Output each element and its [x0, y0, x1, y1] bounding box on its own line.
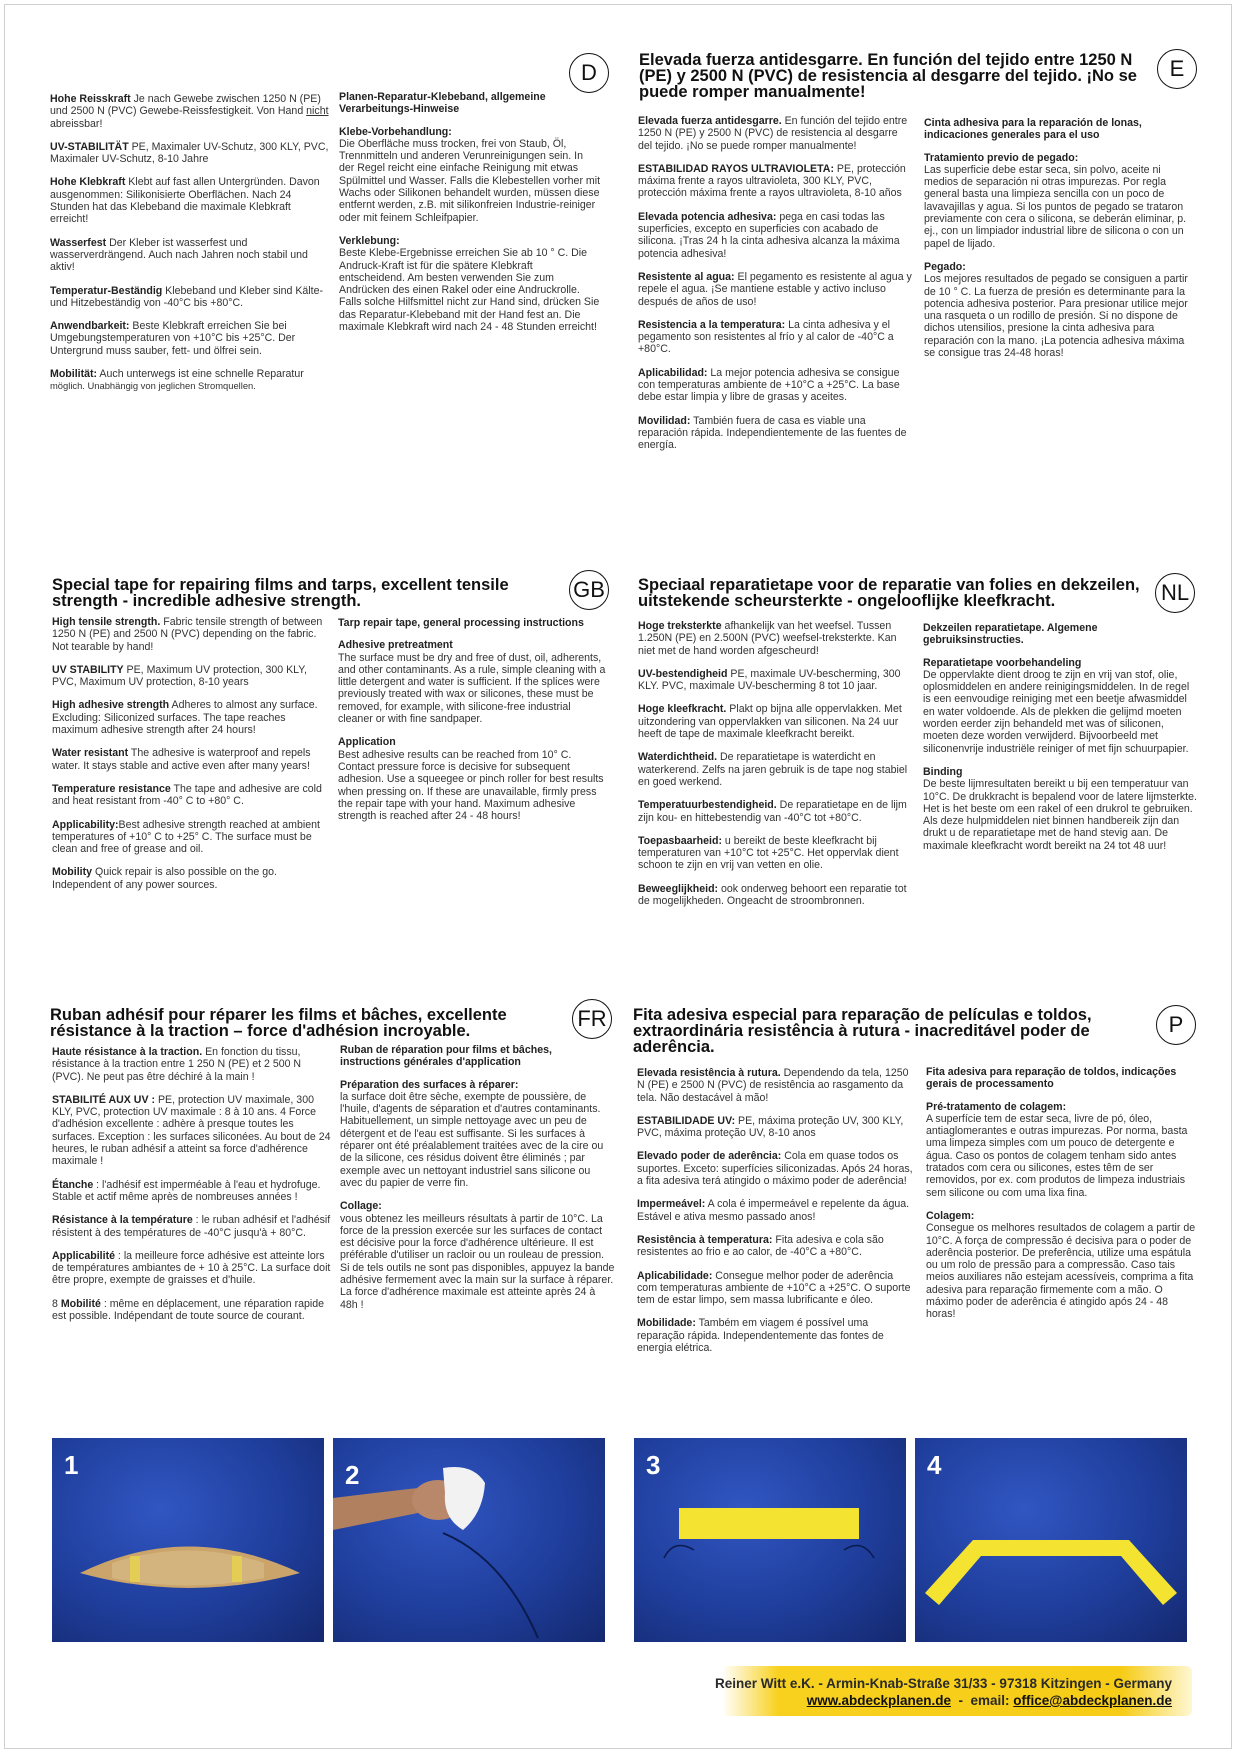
contact-line — [807, 1693, 1172, 1708]
feature-text: Klebt auf fast allen Untergründen. Davon ausgenommen: Silikonisierte Oberflächen. Nach 24 Stunden hat das Klebeband die maximale Klebkraft erreicht! — [50, 176, 320, 226]
feature-heading: Hoge treksterkte — [638, 620, 722, 632]
feature-text: Fabric tensile strength of between 1250 N (PE) and 2500 N (PVC) depending on the fabric. Not tearable by hand! — [52, 616, 323, 653]
feature-text: PE, protección máxima frente a rayos ultravioleta, 300 KLY, PVC, protección máxima frente a rayos ultravioleta, 8-10 años — [638, 162, 906, 200]
pt-instructions — [926, 1066, 1198, 1332]
step-number: 3 — [646, 1450, 661, 1480]
feature-paragraph — [637, 1234, 915, 1259]
feature-text: La mejor potencia adhesiva se consigue con temperaturas ambiente de +10°C a +25°C. La base debe estar limpia y libre de grasas y aceites. — [638, 366, 900, 404]
de-instructions — [339, 91, 601, 344]
feature-paragraph — [638, 883, 913, 908]
feature-paragraph — [50, 93, 332, 130]
feature-paragraph — [637, 1317, 915, 1354]
feature-heading: Anwendbarkeit: — [50, 320, 130, 333]
instruction-heading: Application — [338, 736, 396, 749]
language-badge-de: D — [569, 53, 609, 93]
fr-features — [52, 1046, 332, 1333]
instruction-heading: Verklebung: — [339, 234, 400, 247]
instruction-heading: Adhesive pretreatment — [338, 639, 453, 652]
feature-heading: ESTABILIDAD RAYOS ULTRAVIOLETA: — [638, 162, 834, 175]
feature-heading: Aplicabilidad: — [638, 366, 708, 379]
feature-heading: Elevada fuerza antidesgarre. — [638, 115, 782, 127]
feature-text: Consegue melhor poder de aderência com temperaturas ambiente de +10°C a +25°C. O suporte tem de estar limpo, sem massa lubrificante e óleo. — [637, 1269, 911, 1307]
feature-text: Der Kleber ist wasserfest und wasserverdrängend. Auch nach Jahren noch stabil und aktiv! — [50, 236, 308, 274]
feature-text: Quick repair is also possible on the go. Independent of any power sources. — [52, 866, 277, 891]
es-features — [638, 115, 913, 463]
feature-prefix: 8 — [52, 1297, 61, 1310]
feature-text: : l'adhésif est imperméable à l'eau et hydrofuge. Stable et actif même après de nombreuses années ! — [52, 1178, 321, 1203]
feature-text-end: abreissbar! — [50, 117, 103, 130]
feature-heading: Water resistant — [52, 747, 129, 760]
feature-text: Cola em quase todos os suportes. Exceto: superfícies siliconizadas. Após 24 horas, a fita adesiva terá atingido o máximo poder de aderência! — [637, 1150, 913, 1188]
feature-text: Também em viagem é possível uma reparação rápida. Independentemente das fontes de energia elétrica. — [637, 1317, 884, 1355]
feature-text: En función del tejido entre 1250 N (PE) y 2500 N (PVC) de resistencia al desgarre del tejido. ¡No se puede romper manualmente! — [638, 115, 908, 152]
feature-paragraph — [638, 799, 913, 824]
feature-text: A cola é impermeável e repelente da água. Estável e ativa mesmo passado anos! — [637, 1198, 910, 1223]
language-badge-es: E — [1157, 49, 1197, 89]
feature-text: Adheres to almost any surface. Excluding: Siliconized surfaces. The tape reaches maximum adhesive strength after 24 hours! — [52, 699, 318, 737]
feature-text: También fuera de casa es viable una reparación rápida. Independientemente de las fuentes de energía. — [638, 414, 907, 452]
gb-instructions — [338, 617, 608, 833]
feature-heading: Elevado poder de aderência: — [637, 1150, 782, 1163]
language-badge-fr: FR — [572, 999, 612, 1039]
feature-heading: Aplicabilidade: — [637, 1269, 713, 1282]
feature-paragraph — [638, 415, 913, 452]
feature-paragraph — [638, 211, 913, 260]
instruction-text: Best adhesive results can be reached from 10° C. Contact pressure force is decisive for subsequent adhesion. Use a squeegee or pinch roller for best results when pressing on. If these are unavailable, firmly press the repair tape with your hand. Maximum adhesive strength is reached after 24 - 48 hours! — [338, 748, 604, 823]
company-footer — [715, 1666, 1192, 1716]
feature-heading: Résistance à la température — [52, 1214, 193, 1227]
feature-text: La cinta adhesiva y el pegamento son resistentes al frío y al calor de -40°C a +80°C. — [638, 318, 894, 356]
feature-paragraph — [52, 783, 324, 808]
instruction-heading: Préparation des surfaces à réparer: — [340, 1078, 519, 1091]
feature-text: Best adhesive strength reached at ambient temperatures of +10° C to +25° C. The surface must be clean and free of grease and oil. — [52, 818, 320, 856]
instruction-heading: Colagem: — [926, 1209, 975, 1222]
feature-paragraph — [52, 1250, 332, 1287]
instruction-text: The surface must be dry and free of dust, oil, adherents, and other contaminants. As a rule, simple cleaning with a little detergent and water is sufficient. If the splices were previously treated with wax or silicones, these must be removed, for example, with silicone-free industrial cleaner or with fine sandpaper. — [338, 651, 606, 726]
feature-paragraph — [638, 115, 913, 152]
feature-paragraph — [50, 320, 332, 357]
instruction-text: la surface doit être sèche, exempte de poussière, de l'huile, d'agents de séparation et d'autres contaminants. Habituellement, un simple nettoyage avec un peu de détergent et de l'eau est suffisante. Si les surfaces à réparer ont été préalablement traitées avec de la cire ou de la silicone, ces résidus doivent être éliminés ; par exemple avec un nettoyant industriel sans silicone ou avec du papier de verre fin. — [340, 1090, 604, 1189]
feature-heading: Movilidad: — [638, 414, 691, 427]
pt-title: Fita adesiva especial para reparação de películas e toldos, extraordinária resistência à rutura - inacreditável poder de aderência. — [633, 1006, 1092, 1056]
instruction-text: De beste lijmresultaten bereikt u bij een temperatuur van 10°C. De drukkracht is bepalend voor de latere lijmsterkte. Het is het beste om een rakel of een drukrol te gebruiken. Als deze hulpmiddelen niet binnen handbereik zijn dan drukt u de reparatietape met de hand stevig aan. De maximale kleefkracht wordt bereikt na 24 tot 48 uur! — [923, 778, 1197, 852]
feature-text: Klebeband und Kleber sind Kälte- und Hitzebeständig von -40°C bis +80°C. — [50, 284, 324, 309]
feature-paragraph — [52, 1298, 332, 1323]
nl-title: Speciaal reparatietape voor de reparatie van folies en dekzeilen, uitstekende scheursterkte - ongelooflijke kleefkracht. — [638, 576, 1140, 610]
email-separator: - email: — [951, 1693, 1014, 1708]
instructions-title: Tarp repair tape, general processing instructions — [338, 617, 584, 629]
instruction-text: Las superficie debe estar seca, sin polvo, aceite ni medios de separación ni otras impurezas. Por regla general basta una limpieza sencilla con un poco de lavavajillas y agua. Si los puntos de pegado se trataron previamente con cera o silicona, se deberán eliminar, p. ej., con un limpiador industrial libre de silicona o con un papel de lijado. — [924, 163, 1187, 250]
instruction-text: A superfície tem de estar seca, livre de pó, óleo, antiaglomerantes e outras impurezas. Por norma, basta uma limpeza simples com um pouco de detergente e água. Caso os pontos de colagem tenham sido antes tratados com cera ou silicones, estes têm de ser removidos, por ex. com produtos de limpeza industriais sem silicone ou com uma lixa fina. — [926, 1112, 1188, 1199]
feature-heading: UV STABILITY — [52, 663, 124, 676]
feature-text: afhankelijk van het weefsel. Tussen 1.250N (PE) en 2.500N (PVC) weefsel-treksterkte. Kan niet met de hand worden afgescheurd! — [638, 620, 897, 657]
feature-text: : même en déplacement, une réparation rapide est possible. Indépendant de toute source de courant. — [52, 1297, 325, 1323]
feature-paragraph — [52, 866, 324, 891]
feature-emphasis: nicht — [306, 105, 329, 118]
instructions-title: Planen-Reparatur-Klebeband, allgemeine Verarbeitungs-Hinweise — [339, 91, 546, 116]
feature-text: The tape and adhesive are cold and heat resistant from -40° C to +80° C. — [52, 782, 322, 808]
feature-paragraph — [637, 1198, 915, 1223]
feature-heading: Waterdichtheid. — [638, 751, 718, 764]
feature-text: ook onderweg behoort een reparatie tot de mogelijkheden. Ongeacht de stroombronnen. — [638, 882, 907, 908]
feature-heading: Mobilidade: — [637, 1317, 696, 1330]
feature-text: PE, máxima proteção UV, 300 KLY, PVC, máxima proteção UV, 8-10 anos — [637, 1114, 904, 1140]
feature-heading: Temperatur-Beständig — [50, 284, 163, 297]
feature-text: pega en casi todas las superficies, excepto en superficies con acabado de silicona. ¡Tras 24 h la cinta adhesiva alcanza la máxima potencia adhesiva! — [638, 210, 900, 260]
instruction-text: vous obtenez les meilleurs résultats à partir de 10°C. La force de la pression exercée sur les surfaces de contact est décisive pour la force d'adhérence ultérieure. Il est préférable d'utiliser un racloir ou un rouleau de pression. Si de tels outils ne sont pas disponibles, appuyez la bande adhésive fermement avec la main sur la surface à réparer. La force d'adhérence maximale est atteinte après 24 à 48h ! — [340, 1212, 615, 1311]
feature-text: Je nach Gewebe zwischen 1250 N (PE) und 2500 N (PVC) Gewebe-Reissfestigkeit. Von Hand — [50, 93, 321, 118]
feature-heading: High adhesive strength — [52, 699, 170, 712]
feature-heading: Temperatuurbestendigheid. — [638, 799, 777, 812]
feature-text: De reparatietape is waterdicht en waterkerend. Zelfs na jaren gebruik is de tape nog stabiel en goed werkend. — [638, 751, 908, 788]
feature-text: Fita adesiva e cola são resistentes ao frio e ao calor, de -40°C a +80°C. — [637, 1233, 884, 1259]
feature-paragraph — [637, 1270, 915, 1307]
feature-text: Dependendo da tela, 1250 N (PE) e 2500 N (PVC) de resistência ao rasgamento da tela. Não destacável à mão! — [637, 1067, 909, 1104]
feature-heading: High tensile strength. — [52, 616, 161, 628]
feature-heading: Resistencia a la temperatura: — [638, 318, 786, 331]
feature-heading: Resistência à temperatura: — [637, 1233, 773, 1246]
feature-paragraph — [638, 367, 913, 404]
feature-text: Plakt op bijna alle oppervlakken. Met uitzondering van oppervlakken van siliconen. Na 24 uur heeft de tape de maximale kleefkracht bereikt. — [638, 703, 902, 741]
instructions-title: Fita adesiva para reparação de toldos, indicações gerais de processamento — [926, 1066, 1177, 1091]
feature-heading: Haute résistance à la traction. — [52, 1046, 203, 1058]
feature-paragraph — [638, 835, 913, 872]
hand-cleaning-illustration — [333, 1438, 605, 1642]
feature-heading: Resistente al agua: — [638, 270, 735, 283]
feature-heading: Hoge kleefkracht. — [638, 703, 727, 716]
feature-text: En fonction du tissu, résistance à la traction entre 1 250 N (PE) et 2 500 N (PVC). Ne peut pas être déchiré à la main ! — [52, 1046, 302, 1083]
step-number: 2 — [345, 1460, 360, 1490]
bridged-tape-illustration — [915, 1438, 1187, 1642]
instruction-heading: Klebe-Vorbehandlung: — [339, 125, 452, 138]
instruction-heading: Tratamiento previo de pegado: — [924, 151, 1079, 164]
instruction-heading: Collage: — [340, 1200, 382, 1213]
feature-paragraph — [50, 368, 332, 393]
de-features — [50, 93, 332, 404]
feature-text: Auch unterwegs ist eine schnelle Reparatur — [97, 368, 304, 381]
step-number: 4 — [927, 1450, 942, 1480]
feature-heading: Beweeglijkheid: — [638, 882, 719, 895]
feature-text: PE, protection UV maximale, 300 KLY, PVC, protection UV maximale : 8 à 10 ans. 4 Force d'adhésion excellente : adhère à presque toutes les surfaces. Exception : les surfaces siliconées. Au bout de 24 heures, le ruban adhésif a atteint sa force d'adhérence maximale ! — [52, 1093, 331, 1168]
step-photo-2 — [333, 1438, 605, 1642]
feature-paragraph — [50, 285, 332, 310]
feature-paragraph — [52, 664, 324, 689]
feature-paragraph — [52, 616, 324, 653]
feature-text: PE, maximale UV-bescherming, 300 KLY. PVC, maximale UV-bescherming 8 tot 10 jaar. — [638, 667, 901, 693]
website-link[interactable]: www.abdeckplanen.de — [806, 1693, 951, 1708]
feature-paragraph — [638, 163, 913, 200]
feature-heading: Impermeável: — [637, 1198, 706, 1211]
nl-instructions — [923, 622, 1198, 863]
feature-paragraph — [638, 703, 913, 740]
step-photo-3 — [634, 1438, 906, 1642]
step-photo-4 — [915, 1438, 1187, 1642]
feature-paragraph — [52, 819, 324, 856]
feature-heading: Toepasbaarheid: — [638, 834, 722, 847]
gb-features — [52, 616, 324, 902]
feature-paragraph — [638, 668, 913, 693]
gb-title: Special tape for repairing films and tarps, excellent tensile strength - incredible adhesive strength. — [52, 576, 509, 610]
tarp-tape-illustration — [52, 1438, 324, 1642]
feature-paragraph — [50, 237, 332, 274]
feature-paragraph — [50, 176, 332, 225]
language-badge-gb: GB — [569, 570, 609, 610]
es-title: Elevada fuerza antidesgarre. En función del tejido entre 1250 N (PE) y 2500 N (PVC) de resistencia al desgarre del tejido. ¡No se puede romper manualmente! — [639, 51, 1137, 101]
feature-heading: STABILITÉ AUX UV : — [52, 1093, 155, 1106]
feature-paragraph — [52, 1046, 332, 1083]
instruction-heading: Reparatietape voorbehandeling — [923, 656, 1082, 669]
feature-text-small: möglich. Unabhängig von jeglichen Stromquellen. — [50, 380, 256, 392]
feature-paragraph — [50, 141, 332, 166]
company-address: Reiner Witt e.K. - Armin-Knab-Straße 31/33 - 97318 Kitzingen - Germany — [715, 1676, 1172, 1691]
feature-heading: Elevada resistência à rutura. — [637, 1067, 781, 1079]
step-photo-1 — [52, 1438, 324, 1642]
language-badge-pt: P — [1156, 1005, 1196, 1045]
feature-heading: Hohe Reisskraft — [50, 93, 131, 105]
instructions-title: Ruban de réparation pour films et bâches, instructions générales d'application — [340, 1044, 552, 1069]
instruction-heading: Binding — [923, 765, 963, 778]
feature-paragraph — [637, 1067, 915, 1104]
instruction-heading: Pegado: — [924, 260, 966, 273]
feature-paragraph — [638, 271, 913, 308]
feature-heading: UV-bestendigheid — [638, 667, 728, 680]
feature-text: : la meilleure force adhésive est atteinte lors de températures ambiantes de + 10 à 25°C. La surface doit être propre, exempte de graisses et d'huile. — [52, 1249, 331, 1287]
fr-instructions — [340, 1044, 615, 1322]
email-link[interactable]: office@abdeckplanen.de — [1013, 1693, 1172, 1708]
feature-heading: Wasserfest — [50, 236, 107, 249]
feature-text: PE, Maximaler UV-Schutz, 300 KLY, PVC, Maximaler UV-Schutz, 8-10 Jahre — [50, 140, 329, 166]
instructions-title: Cinta adhesiva para la reparación de lonas, indicaciones generales para el uso — [924, 117, 1142, 142]
feature-paragraph — [638, 319, 913, 356]
feature-paragraph — [638, 751, 913, 788]
feature-paragraph — [52, 747, 324, 772]
instructions-title: Dekzeilen reparatietape. Algemene gebruiksinstructies. — [923, 622, 1098, 647]
instruction-text: Die Oberfläche muss trocken, frei von Staub, Öl, Trennmitteln und anderen Verunreinigungen sein. In der Regel reicht eine einfache Reinigung mit etwas Spülmittel und Wasser. Falls die Klebestellen vorher mit Wachs oder Silikonen behandelt wurden, müssen diese entfernt werden, z.B. mit silikonfreien Industrie-reiniger oder mit feinem Schleifpapier. — [339, 137, 601, 224]
feature-paragraph — [52, 699, 324, 736]
feature-heading: ESTABILIDADE UV: — [637, 1114, 736, 1127]
step-number: 1 — [64, 1450, 79, 1480]
feature-heading: Mobilité — [60, 1297, 101, 1310]
feature-heading: Mobility — [52, 866, 93, 879]
instruction-heading: Pré-tratamento de colagem: — [926, 1100, 1067, 1113]
nl-features — [638, 620, 913, 918]
feature-paragraph — [638, 620, 913, 657]
feature-text: De reparatietape en de lijm zijn kou- en hittebestendig van -40°C tot +80°C. — [638, 799, 907, 824]
feature-text: u bereikt de beste kleefkracht bij temperaturen van +10°C tot +25°C. Het oppervlak dient schoon te zijn en vrij van vetten en olie. — [638, 834, 899, 872]
feature-text: El pegamento es resistente al agua y repele el agua. ¡Se mantiene estable y activo incluso después de años de uso! — [638, 270, 912, 308]
feature-heading: Elevada potencia adhesiva: — [638, 210, 777, 223]
feature-heading: Mobilität: — [50, 368, 98, 381]
language-badge-nl: NL — [1155, 573, 1195, 613]
feature-heading: Applicabilité — [52, 1249, 115, 1262]
es-instructions — [924, 117, 1196, 370]
feature-heading: Applicability: — [52, 818, 119, 831]
feature-text: PE, Maximum UV protection, 300 KLY, PVC, Maximum UV protection, 8-10 years — [52, 663, 307, 689]
feature-heading: Étanche — [52, 1178, 94, 1191]
feature-heading: Hohe Klebkraft — [50, 176, 126, 189]
feature-paragraph — [637, 1150, 915, 1187]
feature-text: The adhesive is waterproof and repels water. It stays stable and active even after many years! — [52, 747, 311, 772]
feature-paragraph — [52, 1179, 332, 1204]
feature-text: Beste Klebkraft erreichen Sie bei Umgebungstemperaturen von +10°C bis +25°C. Der Untergrund muss sauber, fett- und ölfrei sein. — [50, 320, 296, 357]
pt-features — [637, 1067, 915, 1365]
feature-paragraph — [52, 1094, 332, 1168]
feature-heading: Temperature resistance — [52, 782, 171, 795]
feature-heading: UV-STABILITÄT — [50, 140, 129, 153]
instruction-text: Consegue os melhores resultados de colagem a partir de 10°C. A força de compressão é decisiva para o poder de aderência posterior. De preferência, utilize uma espátula ou um rolo de pressão para a compressão. Caso tais meios auxiliares não estejam acessíveis, comprima a fita adesiva para reparação firmemente com a mão. O máximo poder de aderência é atingido após 24 - 48 horas! — [926, 1222, 1196, 1321]
feature-paragraph — [52, 1214, 332, 1239]
feature-text: : le ruban adhésif et l'adhésif résistent à des températures de -40°C jusqu'à + 80°C. — [52, 1214, 331, 1239]
feature-paragraph — [637, 1115, 915, 1140]
straight-tape-illustration — [634, 1438, 906, 1642]
fr-title: Ruban adhésif pour réparer les films et bâches, excellente résistance à la traction – force d'adhésion incroyable. — [50, 1006, 507, 1040]
instruction-text: De oppervlakte dient droog te zijn en vrij van stof, olie, oplosmiddelen en andere reinigingsmiddelen. In de regel is een eenvoudige reiniging met een beetje afwasmiddel en water voldoende. Als de plekken die gelijmd moeten worden eerder zijn behandeld met was of siliconen, moeten deze worden verwijderd. Bijvoorbeeld met siliconenvrije industriële reiniger of met fijn schuurpapier. — [923, 668, 1190, 755]
instruction-text: Beste Klebe-Ergebnisse erreichen Sie ab 10 ° C. Die Andruck-Kraft ist für die spätere Klebkraft entscheidend. Am besten verwenden Sie zum Andrücken des einen Rakel oder eine Andruckrolle. Falls solche Hilfsmittel nicht zur Hand sind, drücken Sie das Reparatur-Klebeband mit der Hand fest an. Die maximale Klebkraft wird nach 24 - 48 Stunden erreicht! — [339, 247, 600, 334]
instruction-text: Los mejores resultados de pegado se consiguen a partir de 10 ° C. La fuerza de presión es determinante para la potencia adhesiva posterior. Para presionar utilice mejor una rasqueta o un rodillo de presión. Si no dispone de dichos utensilios, presione la cinta adhesiva para reparación con la mano. ¡La potencia adhesiva máxima se consigue tras 24-48 horas! — [924, 273, 1188, 360]
